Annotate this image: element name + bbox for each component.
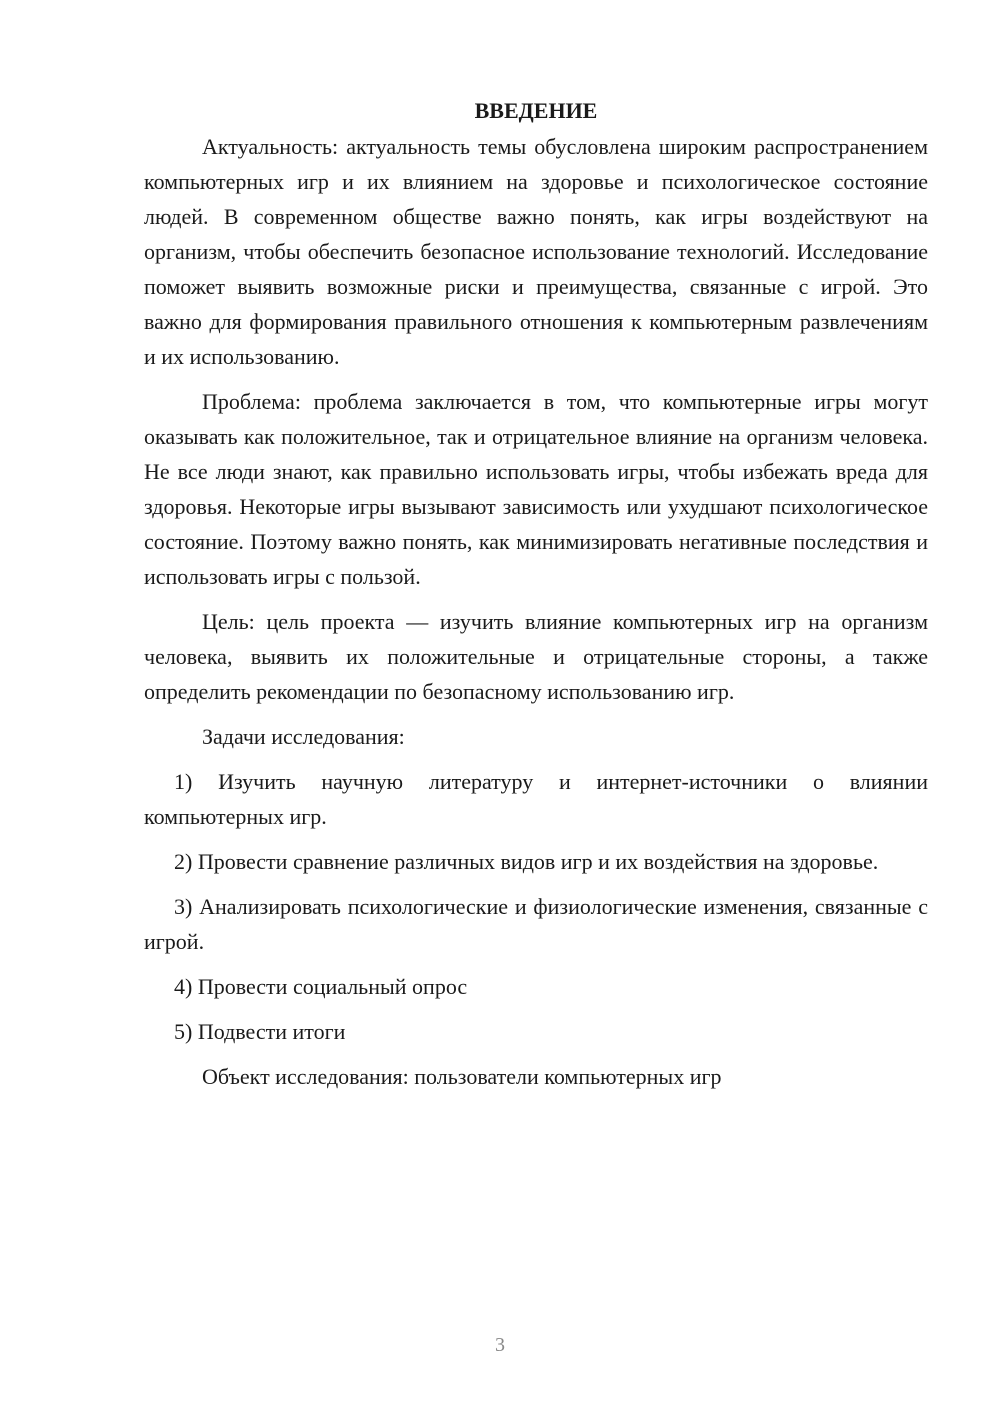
task-item-3: 3) Анализировать психологические и физиологические изменения, связанные с игрой. [144,894,928,954]
problem-paragraph: Проблема: проблема заключается в том, что компьютерные игры могут оказывать как положительное, так и отрицательное влияние на организм человека. Не все люди знают, как правильно использовать игры, чтобы избежать вреда для здоровья. Некоторые игры вызывают зависимость или ухудшают психологическое состояние. Поэтому важно понять, как минимизировать негативные последствия и использовать игры с пользой. [144,389,928,589]
page-number: 3 [495,1334,505,1356]
task-item-4: 4) Провести социальный опрос [174,974,468,999]
task-item-5: 5) Подвести итоги [174,1019,346,1044]
page-title: ВВЕДЕНИЕ [474,98,598,123]
task-item-2: 2) Провести сравнение различных видов игр и их воздействия на здоровье. [174,849,879,874]
goal-paragraph: Цель: цель проекта — изучить влияние компьютерных игр на организм человека, выявить их положительные и отрицательные стороны, а также определить рекомендации по безопасному использованию игр. [144,609,928,704]
task-item-1: 1) Изучить научную литературу и интернет-источники о влиянии компьютерных игр. [144,769,928,829]
research-object-paragraph: Объект исследования: пользователи компьютерных игр [202,1064,722,1089]
relevance-paragraph: Актуальность: актуальность темы обусловлена широким распространением компьютерных игр и их влиянием на здоровье и психологическое состояние людей. В современном обществе важно понять, как игры воздействуют на организм, чтобы обеспечить безопасное использование технологий. Исследование поможет выявить возможные риски и преимущества, связанные с игрой. Это важно для формирования правильного отношения к компьютерным развлечениям и их использованию. [144,134,928,369]
tasks-title: Задачи исследования: [202,724,405,749]
page-body [144,96,928,1104]
